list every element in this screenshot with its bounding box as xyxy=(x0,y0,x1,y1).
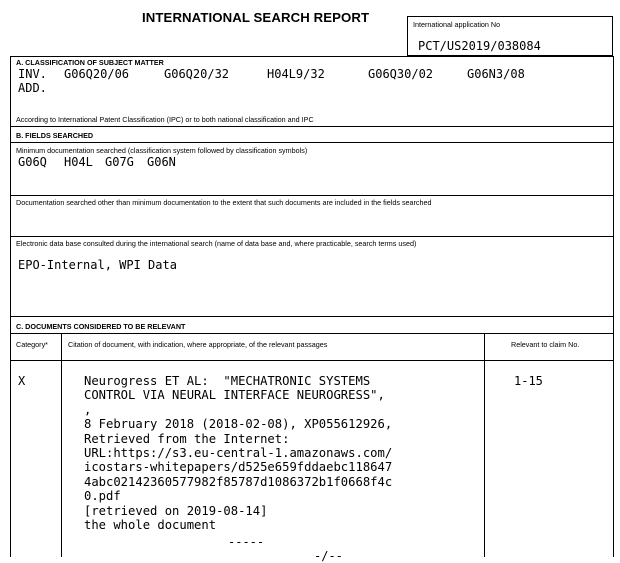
ipc-code: H04L9/32 xyxy=(267,67,325,81)
divider xyxy=(10,333,613,334)
database-label: Electronic data base consulted during the international search (name of data base and, where practicable, search terms used) xyxy=(16,239,417,248)
application-number-box xyxy=(407,16,613,56)
frame-top xyxy=(10,56,613,57)
citation-line: 8 February 2018 (2018-02-08), XP055612926, xyxy=(84,417,393,432)
column-header-citation: Citation of document, with indication, where appropriate, of the relevant passages xyxy=(68,340,328,349)
field-code: G07G xyxy=(105,155,134,169)
other-documentation-label: Documentation searched other than minimum documentation to the extent that such documents are included in the fields searched xyxy=(16,198,432,207)
column-header-category: Category* xyxy=(16,340,48,349)
ipc-code: G06Q20/32 xyxy=(164,67,230,81)
row-category: X xyxy=(18,374,26,388)
section-a-heading: A. CLASSIFICATION OF SUBJECT MATTER xyxy=(16,58,164,67)
citation-line: 4abc02142360577982f85787d1086372b1f0668f4c xyxy=(84,474,393,489)
report-title: INTERNATIONAL SEARCH REPORT xyxy=(142,10,370,25)
minimum-documentation-label: Minimum documentation searched (classification system followed by classification symbols) xyxy=(16,146,308,155)
ipc-code: G06Q20/06 xyxy=(64,67,130,81)
application-number-label: International application No xyxy=(413,20,501,29)
citation-line: [retrieved on 2019-08-14] xyxy=(84,503,268,518)
database-value: EPO-Internal, WPI Data xyxy=(18,258,177,272)
divider xyxy=(10,236,613,237)
ipc-code: G06N3/08 xyxy=(467,67,525,81)
divider xyxy=(10,142,613,143)
column-divider xyxy=(61,333,62,557)
continuation-indicator: -/-- xyxy=(314,549,343,563)
section-c-heading: C. DOCUMENTS CONSIDERED TO BE RELEVANT xyxy=(16,322,186,331)
field-code: G06Q xyxy=(18,155,47,169)
row-relevant-claims: 1-15 xyxy=(514,374,543,388)
column-header-relevant: Relevant to claim No. xyxy=(511,340,580,349)
column-divider xyxy=(484,333,485,557)
divider xyxy=(10,360,613,361)
divider xyxy=(10,126,613,127)
citation-block xyxy=(84,374,392,532)
citation-line: 0.pdf xyxy=(84,489,121,504)
citation-separator: ----- xyxy=(228,535,265,549)
field-code: G06N xyxy=(147,155,176,169)
divider xyxy=(10,316,613,317)
citation-line: Retrieved from the Internet: xyxy=(84,431,290,446)
divider xyxy=(10,195,613,196)
ipc-note: According to International Patent Classification (IPC) or to both national classification and IPC xyxy=(16,115,314,124)
citation-line: , xyxy=(84,402,92,417)
frame-right xyxy=(613,56,614,557)
add-label: ADD. xyxy=(18,81,47,95)
citation-line: icostars-whitepapers/d525e659fddaebc118647 xyxy=(84,460,393,475)
section-b-heading: B. FIELDS SEARCHED xyxy=(16,131,94,140)
frame-left xyxy=(10,56,11,557)
citation-line: the whole document xyxy=(84,518,217,533)
ipc-code: G06Q30/02 xyxy=(368,67,434,81)
citation-line: CONTROL VIA NEURAL INTERFACE NEUROGRESS", xyxy=(84,388,385,403)
citation-line: URL:https://s3.eu-central-1.amazonaws.com/ xyxy=(84,446,393,461)
citation-line: Neurogress ET AL: "MECHATRONIC SYSTEMS xyxy=(84,374,371,388)
field-code: H04L xyxy=(64,155,93,169)
application-number: PCT/US2019/038084 xyxy=(418,39,541,53)
inv-label: INV. xyxy=(18,67,47,81)
